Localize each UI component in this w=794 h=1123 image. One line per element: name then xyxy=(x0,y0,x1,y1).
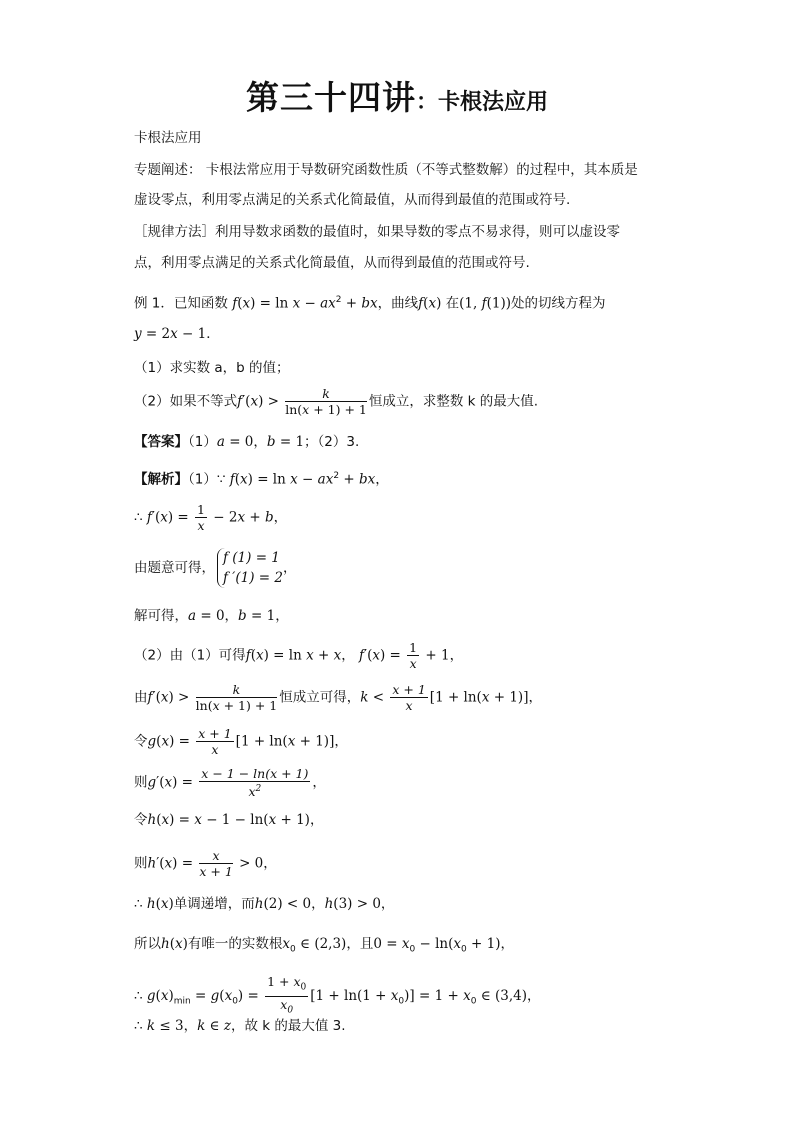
answer-line: 【答案】（1）a = 0，b = 1；（2）3. xyxy=(134,434,360,450)
analysis-unique-root: 所以h(x)有唯一的实数根$x_0$ ∈ (2,3)，且$0 = x_0 - \ln(x_0 + 1)$， xyxy=(134,936,514,955)
analysis-part2: （2）由（1）可得f(x) = ln x + x， f′(x) = $\frac{1}{x}$ + 1， xyxy=(134,640,464,671)
title-main: 第三十四讲 xyxy=(245,78,416,117)
title-sub: ：卡根法应用 xyxy=(415,90,548,115)
example-statement: 例 1．已知函数 $f(x) = \ln x - ax^2$ + bx，曲线f(x) 在(1, f(1))处的切线方程为 xyxy=(134,295,606,312)
analysis-define-h: 令h(x) = x − 1 − ln(x + 1)， xyxy=(134,812,324,828)
intro-line-2: 虚设零点，利用零点满足的关系式化简最值，从而得到最值的范围或符号. xyxy=(134,192,571,208)
analysis-system: 由题意可得， f (1) = 1 f ′(1) = 2 ， xyxy=(134,550,297,586)
analysis-define-g: 令g(x) = $\frac{x + 1}{x}$ [1 + ln(x + 1)]， xyxy=(134,726,348,757)
section-heading: 卡根法应用 xyxy=(134,130,202,146)
analysis-h-derivative: 则h′(x) = $\frac{x}{x + 1}$ > 0， xyxy=(134,848,277,879)
method-line-2: 点，利用零点满足的关系式化简最值，从而得到最值的范围或符号. xyxy=(134,255,530,271)
tangent-line: y = 2x − 1． xyxy=(134,326,220,342)
analysis-g-min: ∴ $g(x)_{min} = g(x_0)$ = $\frac{1 + x_0}{x_0}$ $[1 + \ln(1 + x_0)] = 1 + x_0$ ∈ (3,4)， xyxy=(134,974,541,1015)
question-2: （2）如果不等式f′(x) > $\frac{k}{\ln(x + 1) + 1}$ 恒成立，求整数 k 的最大值. xyxy=(134,386,539,417)
analysis-inequality: 由f′(x) > $\frac{k}{\ln(x + 1) + 1}$ 恒成立可得，k < $\frac{x + 1}{x}$ [1 + ln(x + 1)]， xyxy=(134,682,542,713)
question-1: （1）求实数 a，b 的值； xyxy=(134,360,290,376)
method-line-1: ［规律方法］利用导数求函数的最值时，如果导数的零点不易求得，则可以虚设零 xyxy=(134,224,620,240)
analysis-conclusion: ∴ k ≤ 3，k ∈ z，故 k 的最大值 3. xyxy=(134,1018,346,1034)
page-title xyxy=(0,72,794,119)
analysis-solve: 解可得，a = 0，b = 1， xyxy=(134,608,289,624)
analysis-monotonic: ∴ h(x)单调递增，而h(2) < 0，h(3) > 0， xyxy=(134,896,395,912)
analysis-line-1: 【解析】（1）∵ $f(x) = \ln x - ax^2$ + bx， xyxy=(134,471,389,488)
intro-line-1: 专题阐述： 卡根法常应用于导数研究函数性质（不等式整数解）的过程中，其本质是 xyxy=(134,162,638,178)
analysis-g-derivative: 则g′(x) = $\frac{x - 1 - \ln(x + 1)}{x^2}$ ， xyxy=(134,766,326,800)
analysis-line-2: ∴ f′(x) = $\frac{1}{x}$ − 2x + b， xyxy=(134,502,288,533)
